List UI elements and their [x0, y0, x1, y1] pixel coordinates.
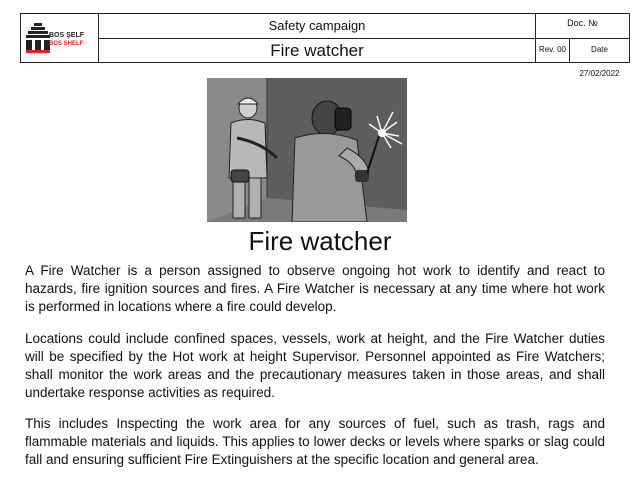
page-heading: Fire watcher: [248, 226, 392, 256]
campaign-label: Safety campaign: [268, 18, 366, 33]
revision-label: Rev. 00: [536, 38, 570, 62]
paragraph-definition: A Fire Watcher is a person assigned to observe ongoing hot work to identify and react to hazards, fire ignition sources and fires. A Fire Watcher is necessary at any time where hot work is performed in locations where a fire could develop.: [25, 263, 605, 314]
company-logo: [21, 14, 99, 62]
doc-number-label: Doc. №: [536, 14, 629, 39]
document-header: [20, 13, 630, 78]
divider: [99, 38, 535, 39]
doc-info-cell: [536, 14, 629, 78]
title-cell: [99, 14, 536, 62]
paragraph-locations: Locations could include confined spaces, vessels, work at height, and the Fire Watcher duties will be specified by the Hot work at height Supervisor. Personnel appointed as Fire Watchers; shall monitor the work areas and the precautionary measures taken in those areas, and shall undertake response activities as required.: [25, 331, 605, 400]
logo-emblem-icon: [25, 21, 51, 55]
paragraph-inspection: This includes Inspecting the work area for any sources of fuel, such as trash, rags and flammable materials and liquids. This applies to lower decks or levels where sparks or slag could fall and ensuring sufficient Fire Extinguishers at the specific location and general area.: [25, 416, 605, 467]
fire-watcher-illustration: [207, 78, 407, 222]
logo-text-secondary: BOS SHELF: [49, 41, 84, 47]
date-label: Date 27/02/2022: [579, 45, 620, 78]
document-title: Fire watcher: [270, 41, 364, 60]
logo-text-primary: BOS ŞELF: [49, 32, 85, 39]
